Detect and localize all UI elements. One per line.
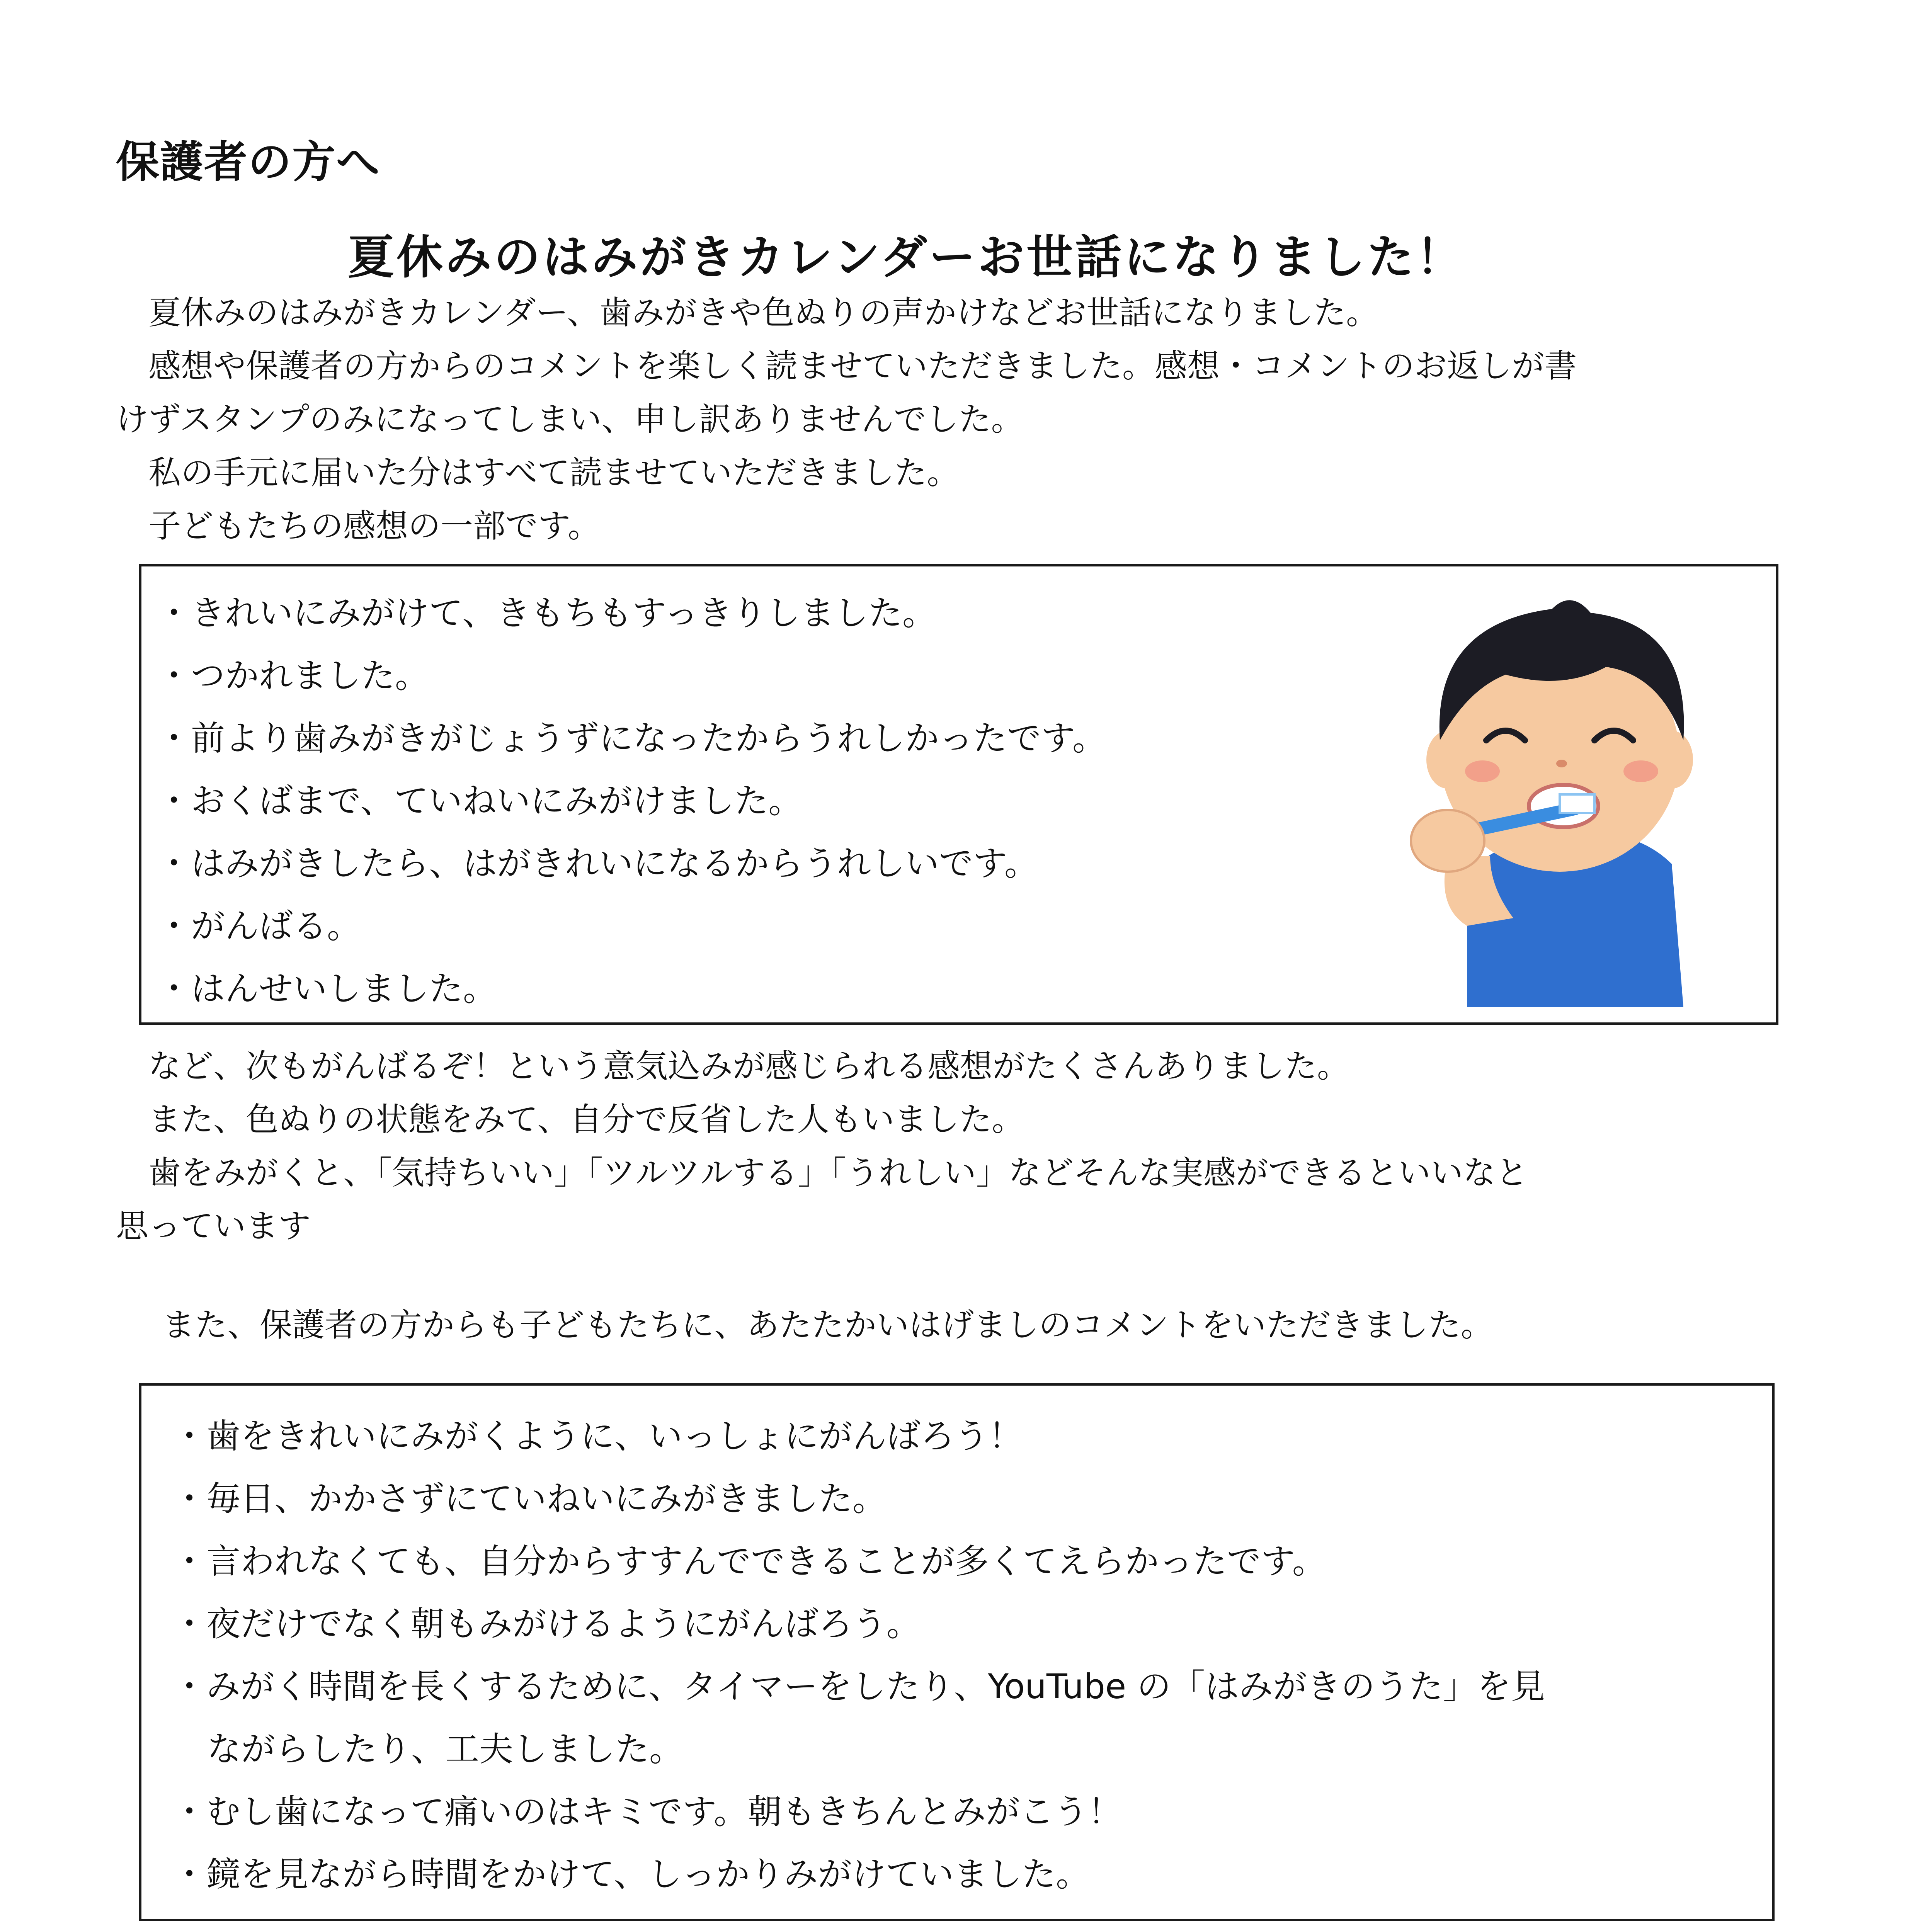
list-item: ・毎日、かかさずにていねいにみがきました。 (172, 1479, 887, 1519)
list-item: ・みがく時間を長くするために、タイマーをしたり、YouTube の「はみがきのうた」を見 (172, 1667, 1545, 1706)
intro-line: 子どもたちの感想の一部です。 (148, 507, 601, 545)
list-item: ・言われなくても、自分からすすんでできることが多くてえらかったです。 (172, 1541, 1326, 1581)
list-item: ・前より歯みがきがじょうずになったからうれしかったです。 (157, 718, 1106, 758)
boy-brushing-teeth-illustration (1390, 578, 1761, 1007)
child-comments-list (157, 582, 1106, 1020)
after-children-block (116, 1039, 1816, 1253)
intro-line: 感想や保護者の方からのコメントを楽しく読ませていただきました。感想・コメントのお返しが書 (148, 347, 1577, 385)
list-item: ・夜だけでなく朝もみがけるようにがんばろう。 (172, 1604, 921, 1644)
nose (1556, 760, 1567, 767)
list-item: ・むし歯になって痛いのはキミです。朝もきちんとみがこう！ (172, 1792, 1122, 1832)
text-line: 思っています (116, 1207, 311, 1245)
toothbrush-bristles (1560, 794, 1594, 813)
list-item: ・はんせいしました。 (157, 969, 497, 1009)
parent-comments-list (172, 1405, 1545, 1906)
right-cheek (1623, 760, 1658, 782)
page-heading: 保護者の方へ (116, 137, 380, 187)
text-line: など、次もがんばるぞ！という意気込みが感じられる感想がたくさんありました。 (148, 1047, 1350, 1085)
list-item: ・つかれました。 (157, 656, 429, 696)
section1-title: 夏休みのはみがきカレンダーお世話になりました！ (348, 231, 1465, 284)
text-line: 歯をみがくと、「気持ちいい」「ツルツルする」「うれしい」などそんな実感ができるといいなと (148, 1154, 1528, 1192)
list-item: ながらしたり、工夫しました。 (207, 1729, 684, 1769)
hand (1411, 810, 1484, 872)
list-item: ・きれいにみがけて、きもちもすっきりしました。 (157, 593, 936, 633)
intro-line: けずスタンプのみになってしまい、申し訳ありませんでした。 (116, 400, 1024, 438)
list-item: ・歯をきれいにみがくように、いっしょにがんばろう！ (172, 1416, 1023, 1456)
list-item: ・鏡を見ながら時間をかけて、しっかりみがけていました。 (172, 1854, 1090, 1894)
left-cheek (1465, 760, 1500, 782)
intro-block (116, 286, 1816, 553)
parents-intro: また、保護者の方からも子どもたちに、あたたかいはげましのコメントをいただきました。 (162, 1306, 1494, 1344)
intro-line: 夏休みのはみがきカレンダー、歯みがきや色ぬりの声かけなどお世話になりました。 (148, 294, 1379, 332)
parent-comments-box (139, 1383, 1775, 1921)
text-line: また、色ぬりの状態をみて、自分で反省した人もいました。 (148, 1100, 1024, 1138)
list-item: ・がんばる。 (157, 906, 361, 946)
child-comments-box (139, 564, 1778, 1025)
list-item: ・はみがきしたら、はがきれいになるからうれしいです。 (157, 844, 1038, 883)
intro-line: 私の手元に届いた分はすべて読ませていただきました。 (148, 454, 960, 492)
list-item: ・おくばまで、ていねいにみがけました。 (157, 781, 803, 821)
